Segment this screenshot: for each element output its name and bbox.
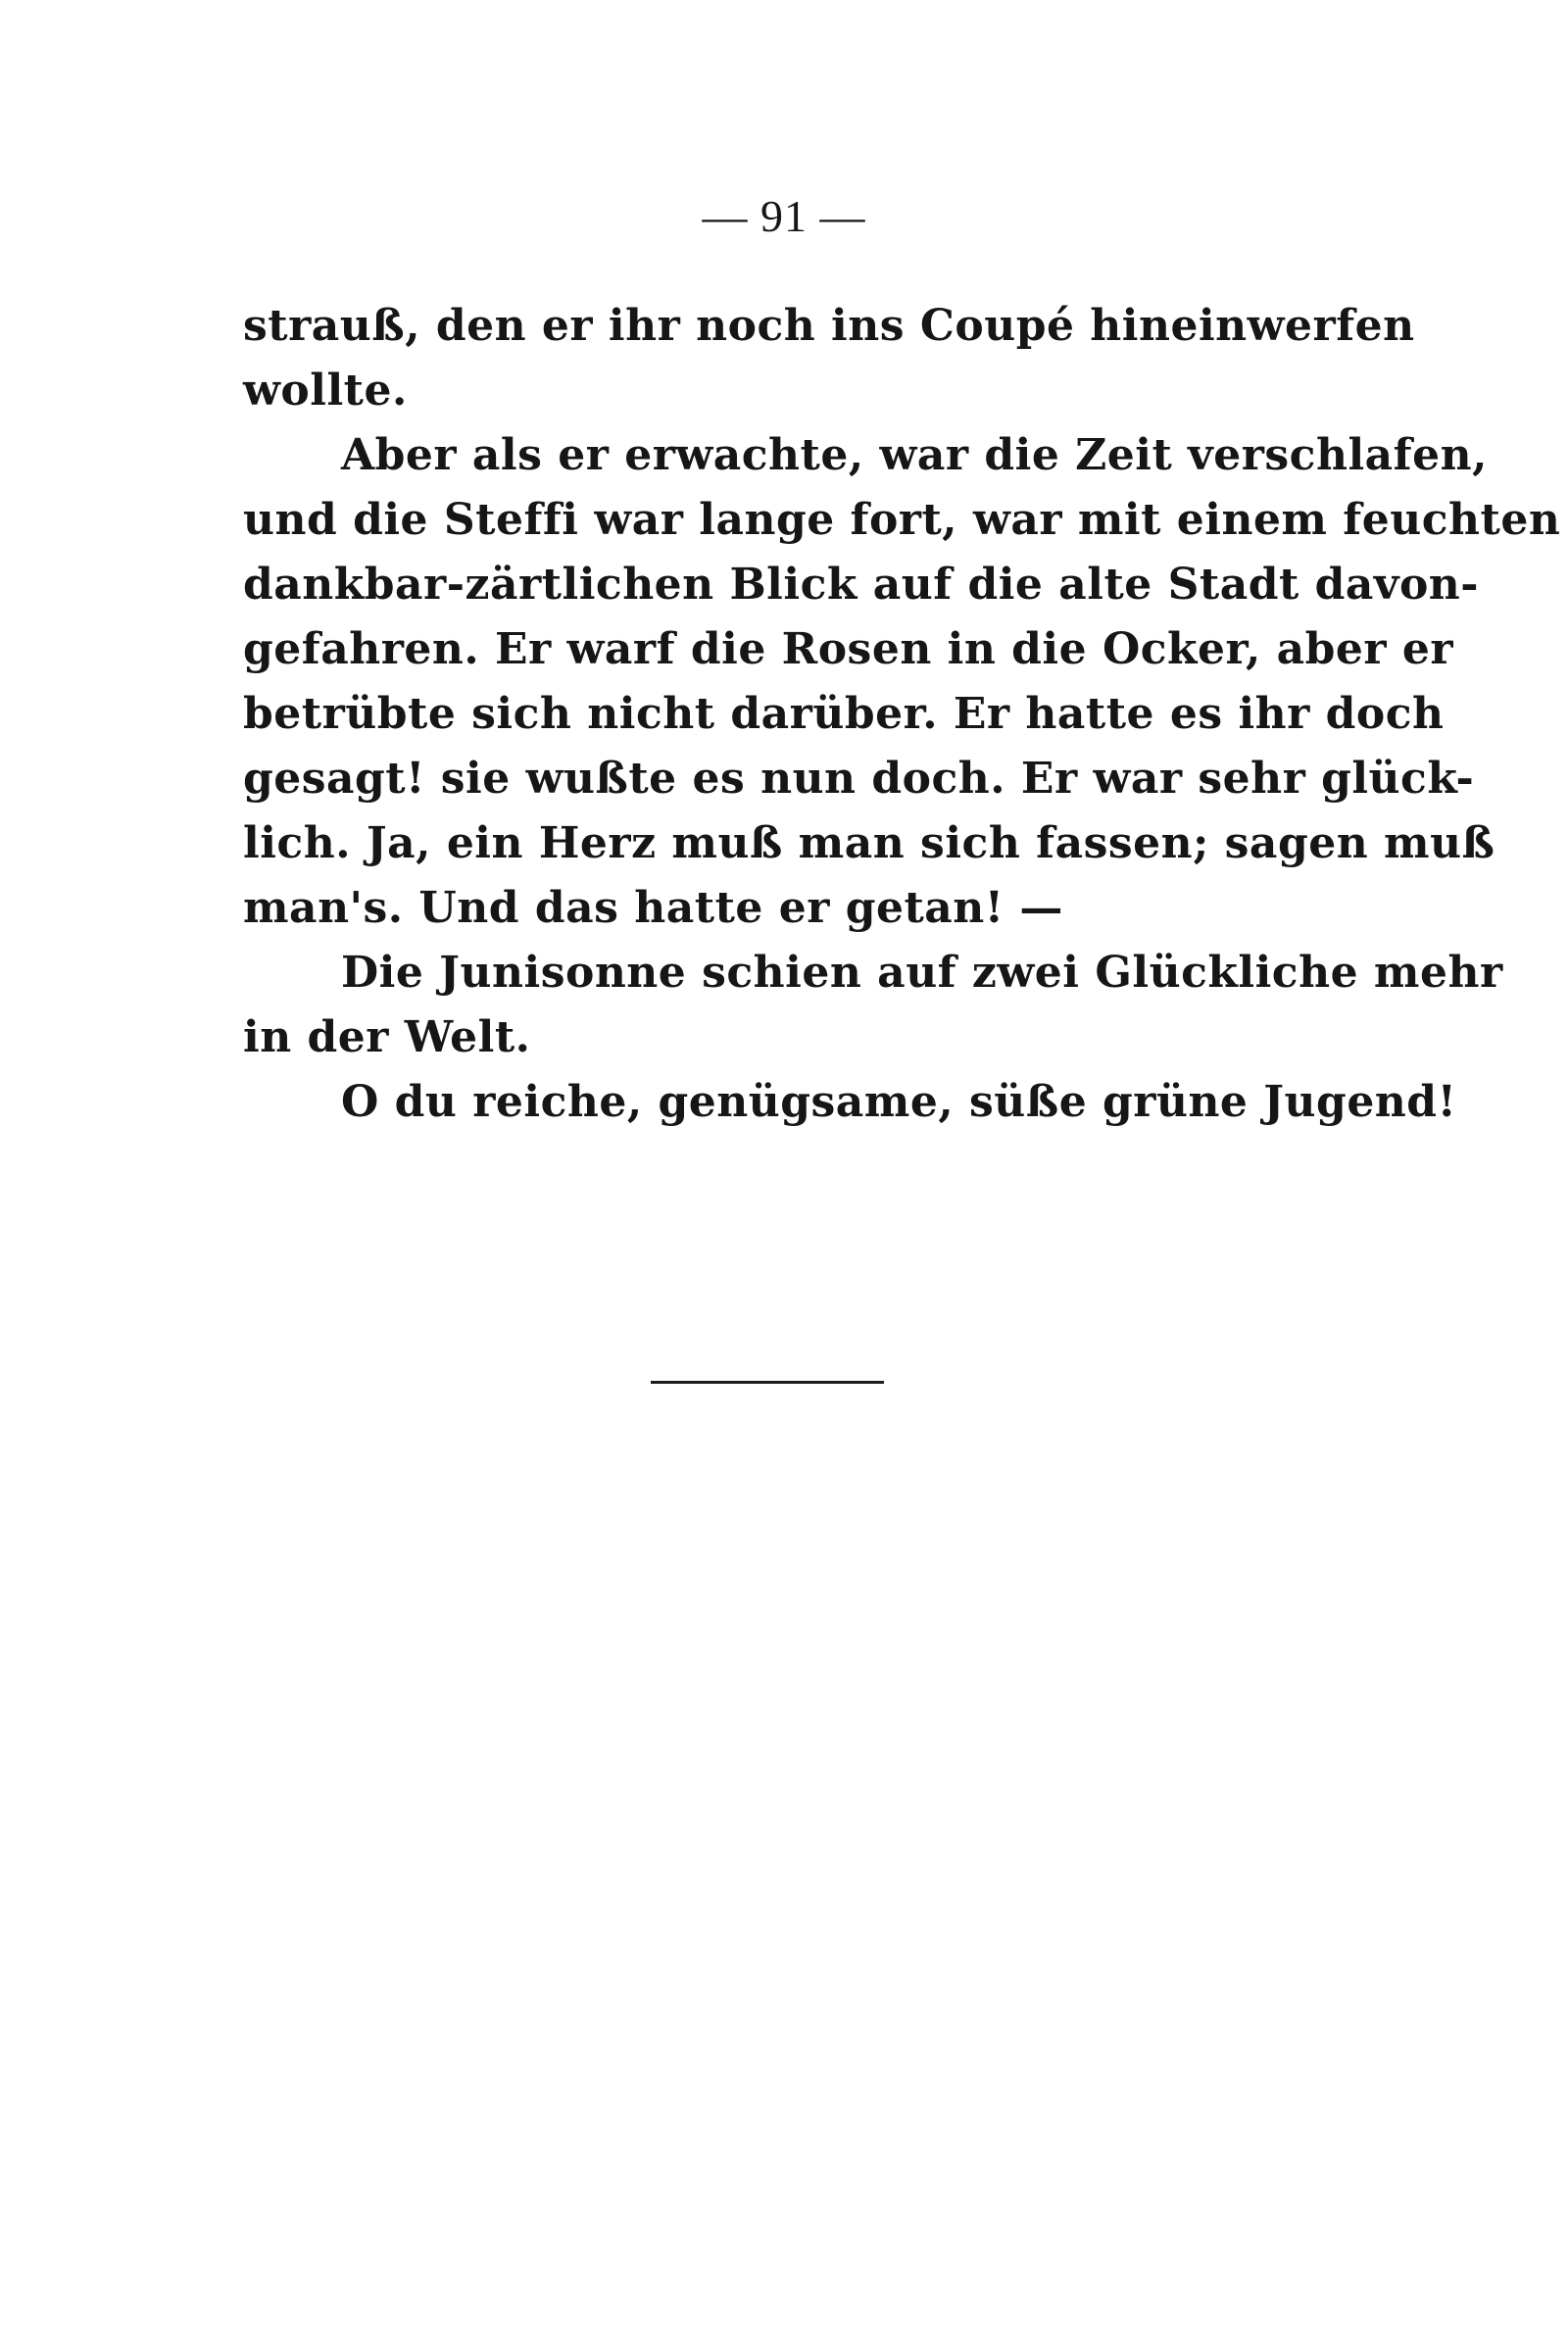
body-text xyxy=(243,294,1561,1135)
section-divider-rule xyxy=(651,1381,884,1384)
text-line: Aber als er erwachte, war die Zeit verschlafen, xyxy=(341,430,1488,480)
text-line: betrübte sich nicht darüber. Er hatte es ihr doch xyxy=(243,689,1445,739)
text-line: strauß, den er ihr noch ins Coupé hineinwerfen xyxy=(243,301,1415,351)
text-line: gefahren. Er warf die Rosen in die Ocker, aber er xyxy=(243,624,1454,674)
paragraph-4 xyxy=(243,1070,1457,1135)
text-line: lich. Ja, ein Herz muß man sich fassen; sagen muß xyxy=(243,818,1495,868)
text-line: man's. Und das hatte er getan! — xyxy=(243,883,1063,933)
page-number: — 91 — xyxy=(702,191,866,241)
text-line: O du reiche, genügsame, süße grüne Jugend! xyxy=(341,1077,1457,1127)
text-line: Die Junisonne schien auf zwei Glückliche mehr xyxy=(341,948,1503,998)
text-line: wollte. xyxy=(243,366,408,416)
paragraph-3 xyxy=(243,941,1503,1070)
text-line: in der Welt. xyxy=(243,1012,531,1062)
paragraph-2 xyxy=(243,423,1561,941)
text-line: dankbar-zärtlichen Blick auf die alte Stadt davon- xyxy=(243,560,1480,610)
paragraph-1 xyxy=(243,294,1415,423)
text-line: gesagt! sie wußte es nun doch. Er war sehr glück- xyxy=(243,754,1475,804)
text-line: und die Steffi war lange fort, war mit einem feuchten xyxy=(243,495,1561,545)
